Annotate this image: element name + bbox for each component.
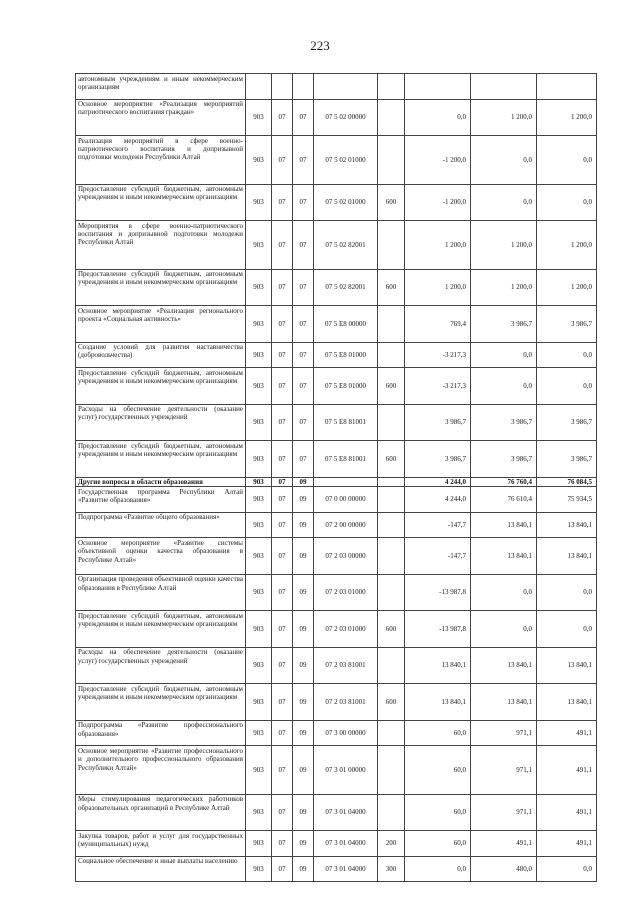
cell-expense-type xyxy=(378,794,405,831)
cell-amount-year2: 3 986,7 xyxy=(537,306,597,343)
cell-amount-year1: 76 760,4 xyxy=(471,477,537,487)
cell-amount-year2: 0,0 xyxy=(537,574,597,611)
cell-expense-type xyxy=(378,306,405,343)
table-row xyxy=(76,831,597,857)
cell-amount-change: -147,7 xyxy=(405,512,471,538)
cell-gr-code: 903 xyxy=(246,794,272,831)
budget-table xyxy=(75,73,597,882)
cell-target-code: 07 5 02 01000 xyxy=(314,184,378,221)
cell-expense-type xyxy=(378,404,405,441)
cell-amount-year2: 0,0 xyxy=(537,856,597,882)
cell-expense-type xyxy=(378,487,405,513)
cell-gr-code: 903 xyxy=(246,441,272,478)
cell-gr-code: 903 xyxy=(246,477,272,487)
cell-expense-type xyxy=(378,477,405,487)
cell-amount-change: -1 200,0 xyxy=(405,184,471,221)
cell-section-code: 07 xyxy=(272,184,293,221)
cell-target-code: 07 3 01 04000 xyxy=(314,856,378,882)
cell-amount-year1: 3 986,7 xyxy=(471,404,537,441)
cell-amount-change: 13 840,1 xyxy=(405,647,471,684)
cell-subsection-code: 09 xyxy=(293,647,314,684)
cell-gr-code: 903 xyxy=(246,368,272,405)
cell-name: Предоставление субсидий бюджетным, автономным учреждениям и иным некоммерческим организациям xyxy=(76,611,246,648)
table-row xyxy=(76,856,597,882)
cell-subsection-code: 07 xyxy=(293,368,314,405)
cell-gr-code: 903 xyxy=(246,136,272,185)
cell-amount-year1: 13 840,1 xyxy=(471,684,537,721)
cell-amount-change: -3 217,3 xyxy=(405,368,471,405)
cell-section-code: 07 xyxy=(272,368,293,405)
cell-expense-type xyxy=(378,136,405,185)
cell-gr-code xyxy=(246,74,272,100)
cell-expense-type xyxy=(378,99,405,136)
cell-subsection-code: 09 xyxy=(293,831,314,857)
cell-name: Мероприятия в сфере военно-патриотического воспитания и допризывной подготовки молодежи Республики Алтай xyxy=(76,221,246,270)
cell-section-code: 07 xyxy=(272,99,293,136)
cell-amount-year1: 971,1 xyxy=(471,720,537,746)
cell-amount-year1: 1 200,0 xyxy=(471,221,537,270)
cell-gr-code: 903 xyxy=(246,404,272,441)
table-row xyxy=(76,647,597,684)
cell-gr-code: 903 xyxy=(246,684,272,721)
cell-amount-change: 1 200,0 xyxy=(405,221,471,270)
cell-amount-change: 4 244,0 xyxy=(405,477,471,487)
cell-section-code: 07 xyxy=(272,611,293,648)
cell-name: Создание условий для развития наставничества (добровольчества) xyxy=(76,342,246,368)
cell-target-code: 07 2 03 81001 xyxy=(314,684,378,721)
cell-gr-code: 903 xyxy=(246,831,272,857)
cell-amount-year1: 1 200,0 xyxy=(471,99,537,136)
cell-section-code: 07 xyxy=(272,306,293,343)
cell-amount-change: 60,0 xyxy=(405,794,471,831)
cell-target-code: 07 2 00 00000 xyxy=(314,512,378,538)
cell-section-code: 07 xyxy=(272,404,293,441)
table-row xyxy=(76,99,597,136)
cell-amount-year2: 13 840,1 xyxy=(537,647,597,684)
cell-subsection-code: 09 xyxy=(293,856,314,882)
cell-target-code: 07 0 00 00000 xyxy=(314,487,378,513)
cell-amount-change: -13 987,8 xyxy=(405,574,471,611)
cell-name: Предоставление субсидий бюджетным, автономным учреждениям и иным некоммерческим организациям xyxy=(76,368,246,405)
cell-amount-change: 3 986,7 xyxy=(405,441,471,478)
cell-subsection-code: 07 xyxy=(293,441,314,478)
cell-amount-year2: 491,1 xyxy=(537,746,597,795)
cell-amount-change: 0,0 xyxy=(405,99,471,136)
cell-gr-code: 903 xyxy=(246,746,272,795)
table-row xyxy=(76,441,597,478)
cell-amount-year1: 0,0 xyxy=(471,136,537,185)
cell-subsection-code: 07 xyxy=(293,306,314,343)
table-row xyxy=(76,136,597,185)
cell-expense-type: 600 xyxy=(378,611,405,648)
cell-amount-year2: 1 200,0 xyxy=(537,221,597,270)
cell-name: Подпрограмма «Развитие общего образования» xyxy=(76,512,246,538)
cell-gr-code: 903 xyxy=(246,538,272,575)
cell-expense-type xyxy=(378,538,405,575)
cell-target-code: 07 3 01 04000 xyxy=(314,794,378,831)
cell-name: Предоставление субсидий бюджетным, автономным учреждениям и иным некоммерческим организациям xyxy=(76,684,246,721)
cell-section-code xyxy=(272,74,293,100)
cell-name: Закупка товаров, работ и услуг для государственных (муниципальных) нужд xyxy=(76,831,246,857)
table-row xyxy=(76,184,597,221)
cell-amount-year2: 491,1 xyxy=(537,794,597,831)
cell-amount-year2: 491,1 xyxy=(537,720,597,746)
page-number: 223 xyxy=(310,38,330,53)
cell-amount-year1: 1 200,0 xyxy=(471,269,537,306)
cell-amount-change: -1 200,0 xyxy=(405,136,471,185)
cell-section-code: 07 xyxy=(272,221,293,270)
cell-gr-code: 903 xyxy=(246,221,272,270)
cell-gr-code: 903 xyxy=(246,269,272,306)
cell-name: автономным учреждениям и иным некоммерческим организациям xyxy=(76,74,246,100)
cell-gr-code: 903 xyxy=(246,342,272,368)
cell-amount-year1: 13 840,1 xyxy=(471,538,537,575)
cell-name: Подпрограмма «Развитие профессионального образования» xyxy=(76,720,246,746)
cell-subsection-code: 07 xyxy=(293,342,314,368)
table-row xyxy=(76,306,597,343)
cell-name: Основное мероприятие «Развитие системы объективной оценки качества образования в Республике Алтай» xyxy=(76,538,246,575)
cell-amount-change: 4 244,0 xyxy=(405,487,471,513)
table-row xyxy=(76,574,597,611)
cell-target-code: 07 5 02 00000 xyxy=(314,99,378,136)
cell-name: Государственная программа Республики Алтай «Развитие образования» xyxy=(76,487,246,513)
cell-target-code xyxy=(314,74,378,100)
cell-subsection-code: 09 xyxy=(293,574,314,611)
cell-amount-year1: 0,0 xyxy=(471,184,537,221)
table-row xyxy=(76,404,597,441)
cell-name: Основное мероприятие «Развитие профессионального и дополнительного профессионального образования Республики Алтай» xyxy=(76,746,246,795)
table-row xyxy=(76,512,597,538)
cell-target-code: 07 5 E8 81001 xyxy=(314,404,378,441)
cell-expense-type: 600 xyxy=(378,184,405,221)
cell-expense-type: 600 xyxy=(378,684,405,721)
cell-target-code: 07 3 01 04000 xyxy=(314,831,378,857)
cell-amount-change: 769,4 xyxy=(405,306,471,343)
cell-expense-type xyxy=(378,720,405,746)
cell-subsection-code: 07 xyxy=(293,99,314,136)
cell-gr-code: 903 xyxy=(246,184,272,221)
cell-amount-year2: 75 934,5 xyxy=(537,487,597,513)
cell-target-code: 07 2 03 81001 xyxy=(314,647,378,684)
cell-amount-year2: 0,0 xyxy=(537,342,597,368)
cell-expense-type: 200 xyxy=(378,831,405,857)
cell-amount-change: 60,0 xyxy=(405,831,471,857)
cell-expense-type xyxy=(378,221,405,270)
cell-amount-year1: 0,0 xyxy=(471,368,537,405)
cell-expense-type xyxy=(378,512,405,538)
cell-name: Другие вопросы в области образования xyxy=(76,477,246,487)
cell-subsection-code xyxy=(293,74,314,100)
cell-target-code: 07 3 01 00000 xyxy=(314,746,378,795)
cell-amount-change: 1 200,0 xyxy=(405,269,471,306)
cell-amount-year1: 13 840,1 xyxy=(471,512,537,538)
cell-gr-code: 903 xyxy=(246,512,272,538)
cell-name: Меры стимулирования педагогических работников образовательных организаций в Республике Алтай xyxy=(76,794,246,831)
cell-subsection-code: 09 xyxy=(293,746,314,795)
cell-expense-type xyxy=(378,574,405,611)
cell-amount-year2: 3 986,7 xyxy=(537,441,597,478)
cell-amount-year2 xyxy=(537,74,597,100)
cell-amount-year2: 0,0 xyxy=(537,368,597,405)
cell-amount-change: 60,0 xyxy=(405,746,471,795)
cell-gr-code: 903 xyxy=(246,306,272,343)
cell-section-code: 07 xyxy=(272,512,293,538)
cell-name: Предоставление субсидий бюджетным, автономным учреждениям и иным некоммерческим организациям xyxy=(76,184,246,221)
cell-section-code: 07 xyxy=(272,342,293,368)
cell-target-code: 07 5 E8 01000 xyxy=(314,342,378,368)
cell-gr-code: 903 xyxy=(246,647,272,684)
cell-section-code: 07 xyxy=(272,441,293,478)
cell-gr-code: 903 xyxy=(246,574,272,611)
cell-amount-year2: 13 840,1 xyxy=(537,684,597,721)
cell-name: Предоставление субсидий бюджетным, автономным учреждениям и иным некоммерческим организациям xyxy=(76,441,246,478)
cell-target-code: 07 2 03 00000 xyxy=(314,538,378,575)
cell-amount-year2: 1 200,0 xyxy=(537,269,597,306)
cell-target-code: 07 2 03 01000 xyxy=(314,611,378,648)
cell-target-code: 07 5 E8 81001 xyxy=(314,441,378,478)
cell-amount-year2: 0,0 xyxy=(537,136,597,185)
cell-amount-year1: 971,1 xyxy=(471,746,537,795)
cell-section-code: 07 xyxy=(272,574,293,611)
cell-amount-change: 3 986,7 xyxy=(405,404,471,441)
cell-section-code: 07 xyxy=(272,477,293,487)
cell-name: Основное мероприятие «Реализация регионального проекта «Социальная активность» xyxy=(76,306,246,343)
table-row xyxy=(76,720,597,746)
cell-target-code: 07 5 02 82001 xyxy=(314,221,378,270)
cell-section-code: 07 xyxy=(272,538,293,575)
cell-target-code: 07 5 E8 00000 xyxy=(314,306,378,343)
cell-amount-change: 60,0 xyxy=(405,720,471,746)
cell-amount-change: -147,7 xyxy=(405,538,471,575)
cell-expense-type: 300 xyxy=(378,856,405,882)
cell-amount-year1: 971,1 xyxy=(471,794,537,831)
cell-target-code: 07 2 03 01000 xyxy=(314,574,378,611)
cell-amount-year2: 76 084,5 xyxy=(537,477,597,487)
cell-target-code: 07 5 02 01000 xyxy=(314,136,378,185)
table-row xyxy=(76,487,597,513)
cell-subsection-code: 07 xyxy=(293,136,314,185)
cell-name: Предоставление субсидий бюджетным, автономным учреждениям и иным некоммерческим организациям xyxy=(76,269,246,306)
cell-amount-year2: 491,1 xyxy=(537,831,597,857)
cell-name: Реализация мероприятий в сфере военно-патриотического воспитания и допризывной подготовки молодежи Республики Алтай xyxy=(76,136,246,185)
cell-subsection-code: 09 xyxy=(293,538,314,575)
cell-target-code: 07 5 E8 01000 xyxy=(314,368,378,405)
cell-section-code: 07 xyxy=(272,856,293,882)
cell-amount-year2: 0,0 xyxy=(537,611,597,648)
budget-table-body xyxy=(76,74,597,882)
cell-name: Социальное обеспечение и иные выплаты населению xyxy=(76,856,246,882)
table-row xyxy=(76,746,597,795)
cell-amount-year2: 1 200,0 xyxy=(537,99,597,136)
cell-gr-code: 903 xyxy=(246,487,272,513)
cell-subsection-code: 09 xyxy=(293,477,314,487)
table-row xyxy=(76,611,597,648)
cell-target-code xyxy=(314,477,378,487)
table-row xyxy=(76,368,597,405)
cell-section-code: 07 xyxy=(272,136,293,185)
cell-amount-year1 xyxy=(471,74,537,100)
table-row xyxy=(76,269,597,306)
table-row xyxy=(76,794,597,831)
cell-amount-change: 0,0 xyxy=(405,856,471,882)
table-row xyxy=(76,477,597,487)
cell-subsection-code: 07 xyxy=(293,221,314,270)
cell-amount-year2: 13 840,1 xyxy=(537,512,597,538)
cell-section-code: 07 xyxy=(272,746,293,795)
cell-gr-code: 903 xyxy=(246,611,272,648)
table-row xyxy=(76,342,597,368)
cell-amount-year1: 491,1 xyxy=(471,831,537,857)
cell-amount-year1: 0,0 xyxy=(471,611,537,648)
cell-expense-type: 600 xyxy=(378,269,405,306)
table-row xyxy=(76,538,597,575)
cell-subsection-code: 09 xyxy=(293,487,314,513)
table-row xyxy=(76,74,597,100)
cell-amount-year1: 0,0 xyxy=(471,574,537,611)
cell-subsection-code: 09 xyxy=(293,794,314,831)
cell-gr-code: 903 xyxy=(246,720,272,746)
cell-amount-year1: 3 986,7 xyxy=(471,441,537,478)
cell-amount-year2: 0,0 xyxy=(537,184,597,221)
cell-section-code: 07 xyxy=(272,831,293,857)
cell-amount-year1: 76 610,4 xyxy=(471,487,537,513)
cell-amount-year2: 3 986,7 xyxy=(537,404,597,441)
cell-amount-change: -3 217,3 xyxy=(405,342,471,368)
cell-section-code: 07 xyxy=(272,794,293,831)
cell-subsection-code: 09 xyxy=(293,512,314,538)
cell-name: Организация проведения объективной оценки качества образования в Республике Алтай xyxy=(76,574,246,611)
cell-expense-type: 600 xyxy=(378,368,405,405)
cell-amount-year1: 480,0 xyxy=(471,856,537,882)
cell-subsection-code: 09 xyxy=(293,720,314,746)
table-row xyxy=(76,684,597,721)
cell-subsection-code: 09 xyxy=(293,611,314,648)
cell-section-code: 07 xyxy=(272,647,293,684)
table-row xyxy=(76,221,597,270)
cell-section-code: 07 xyxy=(272,720,293,746)
cell-section-code: 07 xyxy=(272,269,293,306)
cell-amount-year1: 0,0 xyxy=(471,342,537,368)
cell-target-code: 07 3 00 00000 xyxy=(314,720,378,746)
cell-amount-year1: 13 840,1 xyxy=(471,647,537,684)
cell-section-code: 07 xyxy=(272,684,293,721)
cell-amount-year2: 13 840,1 xyxy=(537,538,597,575)
cell-subsection-code: 07 xyxy=(293,269,314,306)
cell-gr-code: 903 xyxy=(246,99,272,136)
cell-expense-type xyxy=(378,647,405,684)
cell-amount-year1: 3 986,7 xyxy=(471,306,537,343)
cell-amount-change: 13 840,1 xyxy=(405,684,471,721)
cell-subsection-code: 07 xyxy=(293,184,314,221)
cell-name: Основное мероприятие «Реализация мероприятий патриотического воспитания граждан» xyxy=(76,99,246,136)
cell-amount-change xyxy=(405,74,471,100)
cell-name: Расходы на обеспечение деятельности (оказание услуг) государственных учреждений xyxy=(76,647,246,684)
cell-expense-type xyxy=(378,746,405,795)
cell-expense-type xyxy=(378,342,405,368)
cell-amount-change: -13 987,8 xyxy=(405,611,471,648)
cell-subsection-code: 07 xyxy=(293,404,314,441)
cell-gr-code: 903 xyxy=(246,856,272,882)
cell-expense-type: 600 xyxy=(378,441,405,478)
cell-section-code: 07 xyxy=(272,487,293,513)
cell-expense-type xyxy=(378,74,405,100)
cell-target-code: 07 5 02 82001 xyxy=(314,269,378,306)
cell-subsection-code: 09 xyxy=(293,684,314,721)
cell-name: Расходы на обеспечение деятельности (оказание услуг) государственных учреждений xyxy=(76,404,246,441)
